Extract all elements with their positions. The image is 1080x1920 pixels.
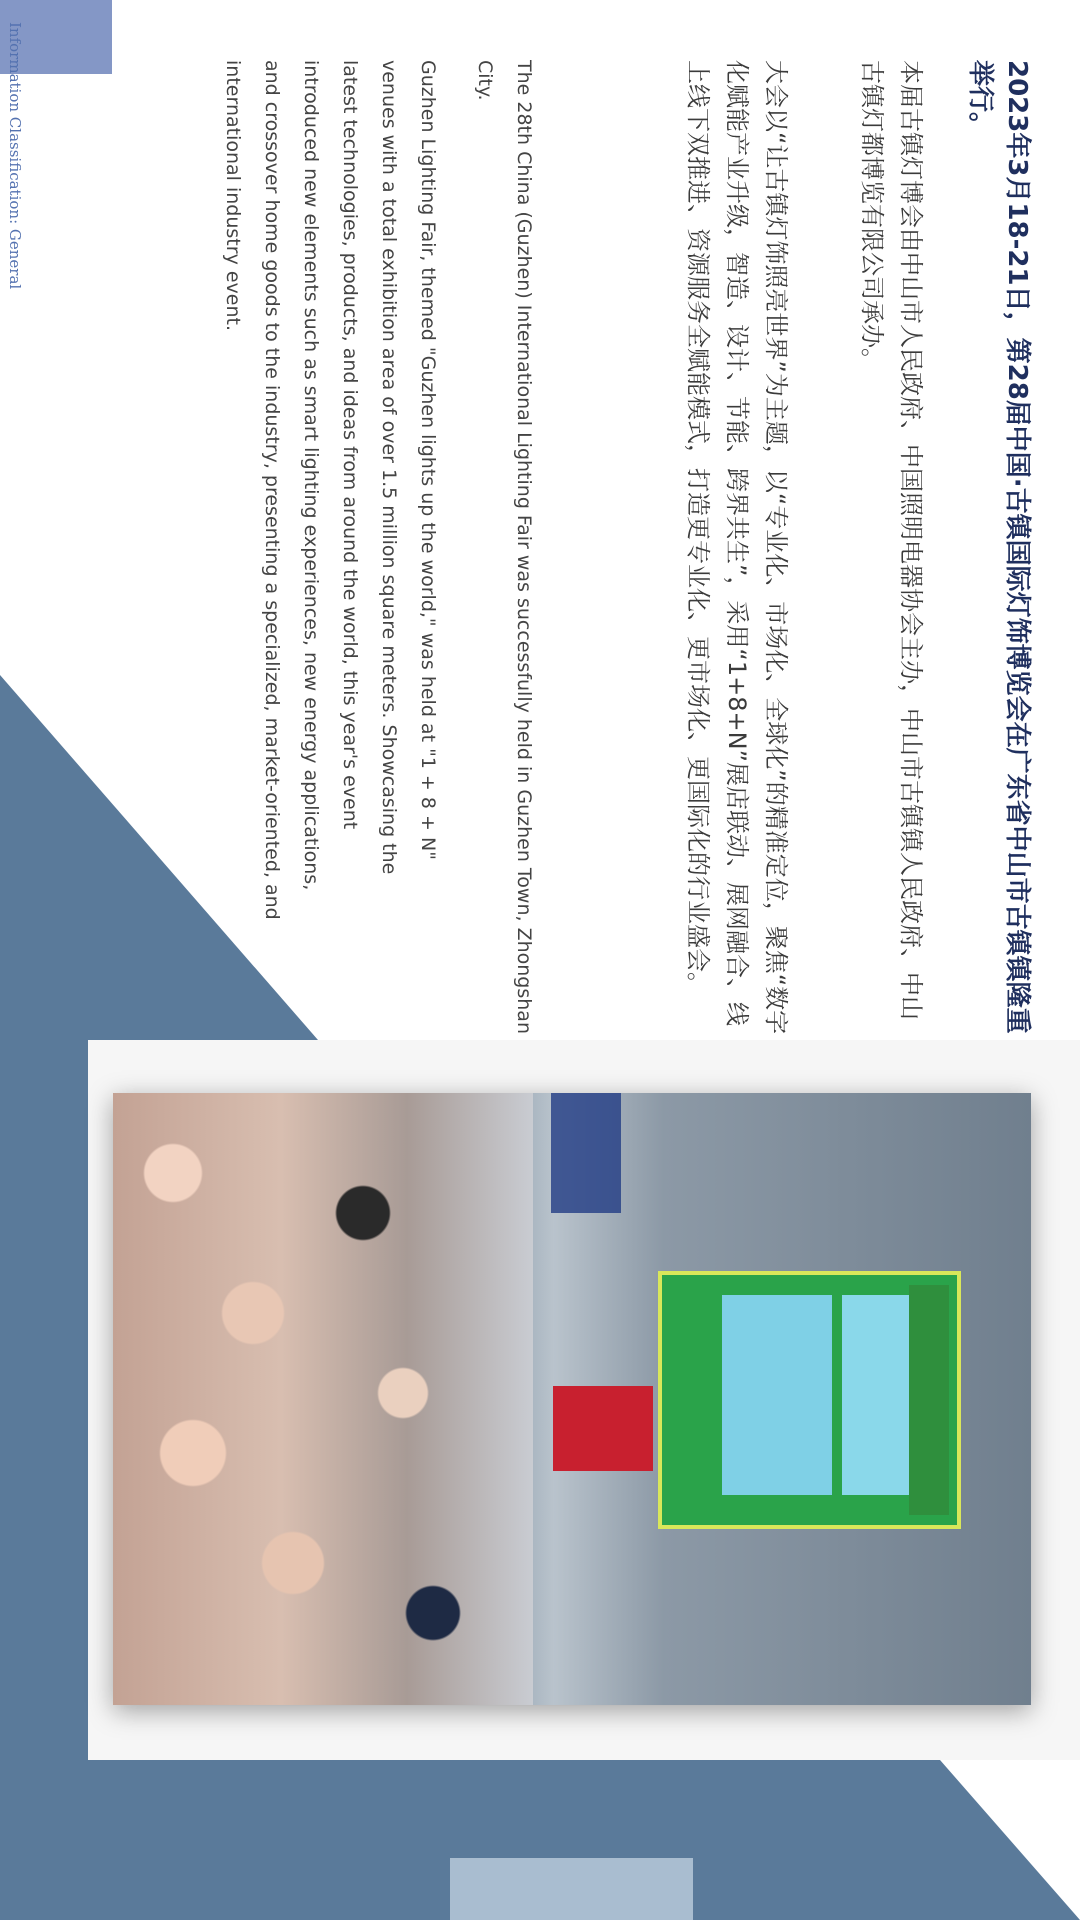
english-paragraph-intro: The 28th China (Guzhen) International Lighting Fair was successfully held in Guzhen Town, Zhongshan City.: [474, 60, 535, 1034]
article-text: [222, 60, 1035, 1840]
article-title: 2023年3月18-21日，第28届中国·古镇国际灯饰博览会在广东省中山市古镇镇隆重举行。: [965, 60, 1032, 1034]
bottom-accent-tab: [450, 1858, 693, 1920]
chinese-paragraph-organizers: 本届古镇灯博会由中山市人民政府、中国照明电器协会主办，中山市古镇镇人民政府、中山古镇灯都博览有限公司承办。: [858, 60, 925, 1020]
english-paragraph-details: Guzhen Lighting Fair, themed "Guzhen lights up the world," was held at "1 + 8 + N" venues with a total exhibition area of over 1.5 million square meters. Showcasing the latest technologies, products, and ideas from around the world, this year's event introduced new elements such as smart lighting experiences, new energy applications, and crossover home goods to the industry, presenting a specialized, market-oriented, and international industry event.: [222, 60, 439, 920]
chinese-paragraph-theme: 大会以“让古镇灯饰照亮世界”为主题，以“专业化、市场化、全球化”的精准定位，聚焦“数字化赋能产业升级，智造、设计、节能、跨界共生”，采用“1+8+N”展店联动、展网融合、线上线下双推进、资源服务全赋能模式，打造更专业化、更市场化、更国际化的行业盛会。: [684, 60, 790, 1035]
classification-label: Information Classification: General: [6, 22, 24, 290]
